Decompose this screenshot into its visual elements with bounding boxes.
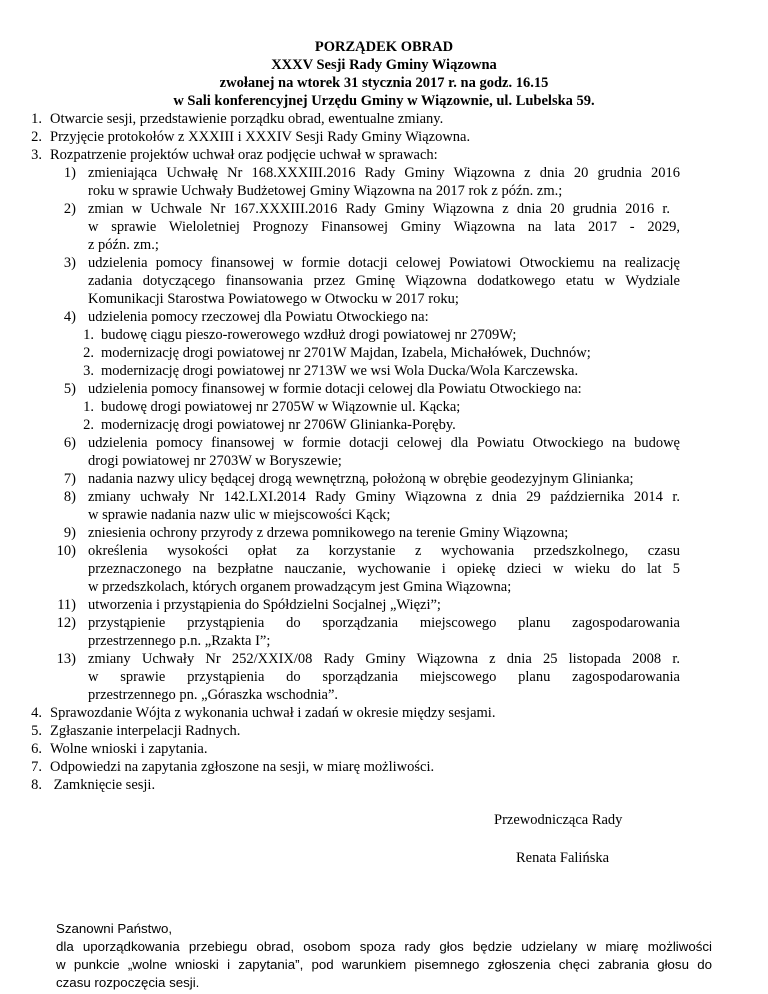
item-number: 1.: [31, 111, 42, 127]
signature-role: Przewodnicząca Rady: [494, 812, 623, 828]
subitem-2-line: zmian w Uchwale Nr 167.XXXIII.2016 Rady Gminy Wiązowna z dnia 20 grudnia 2016 r.: [88, 201, 670, 217]
subitem-5-line: udzielenia pomocy finansowej w formie dotacji celowej dla Powiatu Otwockiego na:: [88, 381, 582, 397]
subitem-1-line: roku w sprawie Uchwały Budżetowej Gminy Wiązowna na 2017 rok z późn. zm.;: [88, 183, 563, 199]
document-title: PORZĄDEK OBRAD: [314, 39, 454, 55]
subsubitem-number: 2.: [83, 417, 94, 433]
subitem-13-line: zmiany Uchwały Nr 252/XXIX/08 Rady Gminy Wiązowna z dnia 25 listopada 2008 r.: [88, 651, 680, 667]
subitem-7-line: nadania nazwy ulicy będącej drogą wewnętrzną, położoną w obrębie geodezyjnym Glinianka;: [88, 471, 634, 487]
subitem-10-line: w przedszkolach, których organem prowadzącym jest Gmina Wiązowna;: [88, 579, 512, 595]
subitem-8-line: w sprawie nadania nazw ulic w miejscowości Kąck;: [88, 507, 391, 523]
subitem-11-line: utworzenia i przystąpienia do Spółdzielni Socjalnej „Więzi”;: [88, 597, 441, 613]
note-line: w punkcie „wolne wnioski i zapytania”, pod warunkiem pisemnego zgłoszenia chęci zabrania głosu do: [56, 957, 712, 972]
subitem-10-line: określenia wysokości opłat za korzystanie z wychowania przedszkolnego, czasu: [88, 543, 680, 559]
subitem-1-line: zmieniająca Uchwałę Nr 168.XXXIII.2016 Rady Gminy Wiązowna z dnia 20 grudnia 2016: [88, 165, 680, 181]
session-location: w Sali konferencyjnej Urzędu Gminy w Wiązownie, ul. Lubelska 59.: [173, 93, 595, 109]
subsubitem-line: budowę ciągu pieszo-rowerowego wzdłuż drogi powiatowej nr 2709W;: [101, 327, 517, 343]
subsubitem-number: 2.: [83, 345, 94, 361]
item-number: 7.: [31, 759, 42, 775]
subitem-2-line: w sprawie Wieloletniej Prognozy Finansowej Gminy Wiązowna na lata 2017 - 2029,: [88, 219, 680, 235]
subitem-number: 9): [63, 525, 76, 541]
subsubitem-line: budowę drogi powiatowej nr 2705W w Wiązownie ul. Kącka;: [101, 399, 461, 415]
subitem-3-line: udzielenia pomocy finansowej w formie dotacji celowej Powiatowi Otwockiemu na realizację: [88, 255, 680, 271]
subitem-3-line: zadania dotyczącego finansowania przez Gminę Wiązowna dodatkowego etatu w Wydziale: [88, 273, 680, 289]
subitem-number: 1): [63, 165, 76, 181]
item-number: 5.: [31, 723, 42, 739]
subitem-4-line: udzielenia pomocy rzeczowej dla Powiatu Otwockiego na:: [88, 309, 429, 325]
subitem-number: 7): [63, 471, 76, 487]
agenda-item-8: Zamknięcie sesji.: [50, 777, 156, 793]
agenda-item-5: Zgłaszanie interpelacji Radnych.: [50, 723, 241, 739]
note-line: czasu rozpoczęcia sesji.: [56, 975, 200, 990]
subitem-8-line: zmiany uchwały Nr 142.LXI.2014 Rady Gminy Wiązowna z dnia 29 października 2014 r.: [88, 489, 680, 505]
subitem-13-line: w sprawie przystąpienia do sporządzania miejscowego planu zagospodarowania: [88, 669, 680, 685]
item-number: 8.: [31, 777, 42, 793]
item-number: 3.: [31, 147, 42, 163]
item-number: 2.: [31, 129, 42, 145]
subitem-6-line: drogi powiatowej nr 2703W w Boryszewie;: [88, 453, 342, 469]
subitem-9-line: zniesienia ochrony przyrody z drzewa pomnikowego na terenie Gminy Wiązowna;: [88, 525, 569, 541]
subsubitem-number: 1.: [83, 399, 94, 415]
subitem-number: 6): [63, 435, 76, 451]
subsubitem-number: 1.: [83, 327, 94, 343]
subsubitem-line: modernizację drogi powiatowej nr 2701W Majdan, Izabela, Michałówek, Duchnów;: [101, 345, 591, 361]
agenda-item-1: Otwarcie sesji, przedstawienie porządku obrad, ewentualne zmiany.: [50, 111, 444, 127]
subsubitem-line: modernizację drogi powiatowej nr 2706W Glinianka-Poręby.: [101, 417, 456, 433]
note-greeting: Szanowni Państwo,: [56, 921, 173, 936]
agenda-item-6: Wolne wnioski i zapytania.: [50, 741, 208, 757]
subitem-12-line: przestrzennego p.n. „Rzakta I”;: [88, 633, 271, 649]
subitem-10-line: przeznaczonego na bezpłatne nauczanie, wychowanie i opiekę dzieci w wieku do lat 5: [88, 561, 680, 577]
subitem-number: 8): [63, 489, 76, 505]
subitem-13-line: przestrzennego pn. „Góraszka wschodnia”.: [88, 687, 339, 703]
agenda-item-4: Sprawozdanie Wójta z wykonania uchwał i zadań w okresie między sesjami.: [50, 705, 496, 721]
subitem-number: 10): [56, 543, 76, 559]
agenda-item-3: Rozpatrzenie projektów uchwał oraz podjęcie uchwał w sprawach:: [50, 147, 438, 163]
subitem-number: 11): [57, 597, 76, 613]
subitem-6-line: udzielenia pomocy finansowej w formie dotacji celowej dla Powiatu Otwockiego na budowę: [88, 435, 680, 451]
subsubitem-line: modernizację drogi powiatowej nr 2713W we wsi Wola Ducka/Wola Karczewska.: [101, 363, 579, 379]
subitem-12-line: przystąpienie przystąpienia do sporządzania miejscowego planu zagospodarowania: [88, 615, 680, 631]
subsubitem-number: 3.: [83, 363, 94, 379]
subitem-2-line: z późn. zm.;: [88, 237, 159, 253]
subitem-number: 5): [63, 381, 76, 397]
item-number: 4.: [31, 705, 42, 721]
subitem-number: 2): [63, 201, 76, 217]
subitem-number: 4): [63, 309, 76, 325]
subitem-number: 13): [56, 651, 76, 667]
session-date: zwołanej na wtorek 31 stycznia 2017 r. na godz. 16.15: [219, 75, 549, 91]
session-name: XXXV Sesji Rady Gminy Wiązowna: [271, 57, 497, 73]
agenda-item-2: Przyjęcie protokołów z XXXIII i XXXIV Sesji Rady Gminy Wiązowna.: [50, 129, 471, 145]
subitem-number: 12): [56, 615, 76, 631]
signature-name: Renata Falińska: [516, 850, 610, 866]
note-line: dla uporządkowania przebiegu obrad, osobom spoza rady głos będzie udzielany w miarę możliwości: [56, 939, 712, 954]
subitem-3-line: Komunikacji Starostwa Powiatowego w Otwocku w 2017 roku;: [88, 291, 459, 307]
agenda-item-7: Odpowiedzi na zapytania zgłoszone na sesji, w miarę możliwości.: [50, 759, 435, 775]
subitem-number: 3): [63, 255, 76, 271]
item-number: 6.: [31, 741, 42, 757]
